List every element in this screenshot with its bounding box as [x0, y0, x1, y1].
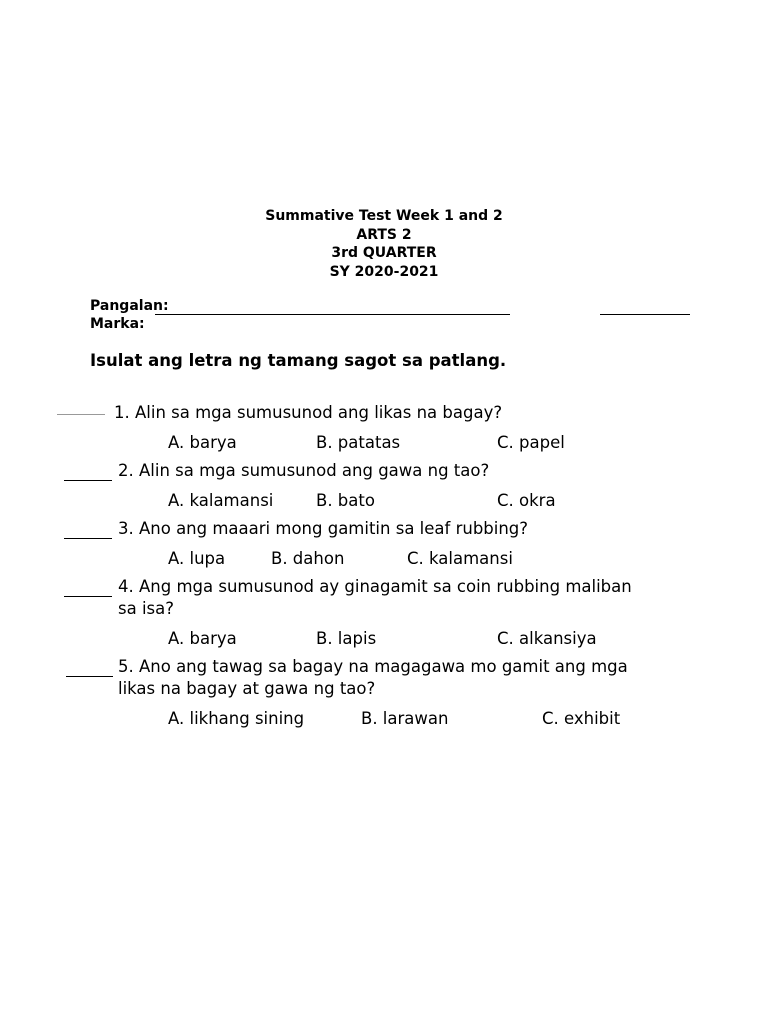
question-1-text: 1. Alin sa mga sumusunod ang likas na bagay? — [114, 403, 503, 422]
answer-blank-1[interactable] — [57, 414, 105, 415]
question-2-choice-a: A. kalamansi — [168, 491, 274, 510]
answer-blank-2[interactable] — [64, 480, 112, 481]
instruction-text: Isulat ang letra ng tamang sagot sa patlang. — [90, 351, 507, 370]
question-3-choice-c: C. kalamansi — [407, 549, 513, 568]
test-header — [0, 207, 768, 281]
question-5-choice-b: B. larawan — [361, 709, 449, 728]
school-year-label: SY 2020-2021 — [329, 263, 439, 280]
answer-blank-3[interactable] — [64, 538, 112, 539]
question-2-choice-b: B. bato — [316, 491, 375, 510]
answer-blank-5[interactable] — [66, 676, 113, 677]
question-4-choice-c: C. alkansiya — [497, 629, 597, 648]
question-5-choice-a: A. likhang sining — [168, 709, 305, 728]
question-5-text-line-1: 5. Ano ang tawag sa bagay na magagawa mo gamit ang mga — [118, 657, 628, 676]
question-5-text-line-2: likas na bagay at gawa ng tao? — [118, 679, 376, 698]
question-4-choice-a: A. barya — [168, 629, 237, 648]
question-3-choice-a: A. lupa — [168, 549, 226, 568]
question-4-choice-b: B. lapis — [316, 629, 377, 648]
question-1-choice-c: C. papel — [497, 433, 565, 452]
score-label: Marka: — [90, 316, 145, 332]
quarter-label: 3rd QUARTER — [331, 245, 437, 261]
question-4-text-line-2: sa isa? — [118, 599, 175, 618]
question-2-choice-c: C. okra — [497, 491, 556, 510]
question-1-choice-b: B. patatas — [316, 433, 401, 452]
name-label: Pangalan: — [90, 298, 169, 314]
question-3-text: 3. Ano ang maaari mong gamitin sa leaf rubbing? — [118, 519, 529, 538]
answer-blank-4[interactable] — [64, 596, 112, 597]
name-field-line[interactable] — [155, 314, 510, 315]
question-1-choice-a: A. barya — [168, 433, 237, 452]
question-3-choice-b: B. dahon — [271, 549, 345, 568]
subject-label: ARTS 2 — [356, 226, 412, 243]
question-2-text: 2. Alin sa mga sumusunod ang gawa ng tao? — [118, 461, 490, 480]
date-field-line[interactable] — [600, 314, 690, 315]
question-5-choice-c: C. exhibit — [542, 709, 621, 728]
test-title: Summative Test Week 1 and 2 — [265, 208, 503, 224]
question-4-text-line-1: 4. Ang mga sumusunod ay ginagamit sa coin rubbing maliban — [118, 577, 632, 596]
